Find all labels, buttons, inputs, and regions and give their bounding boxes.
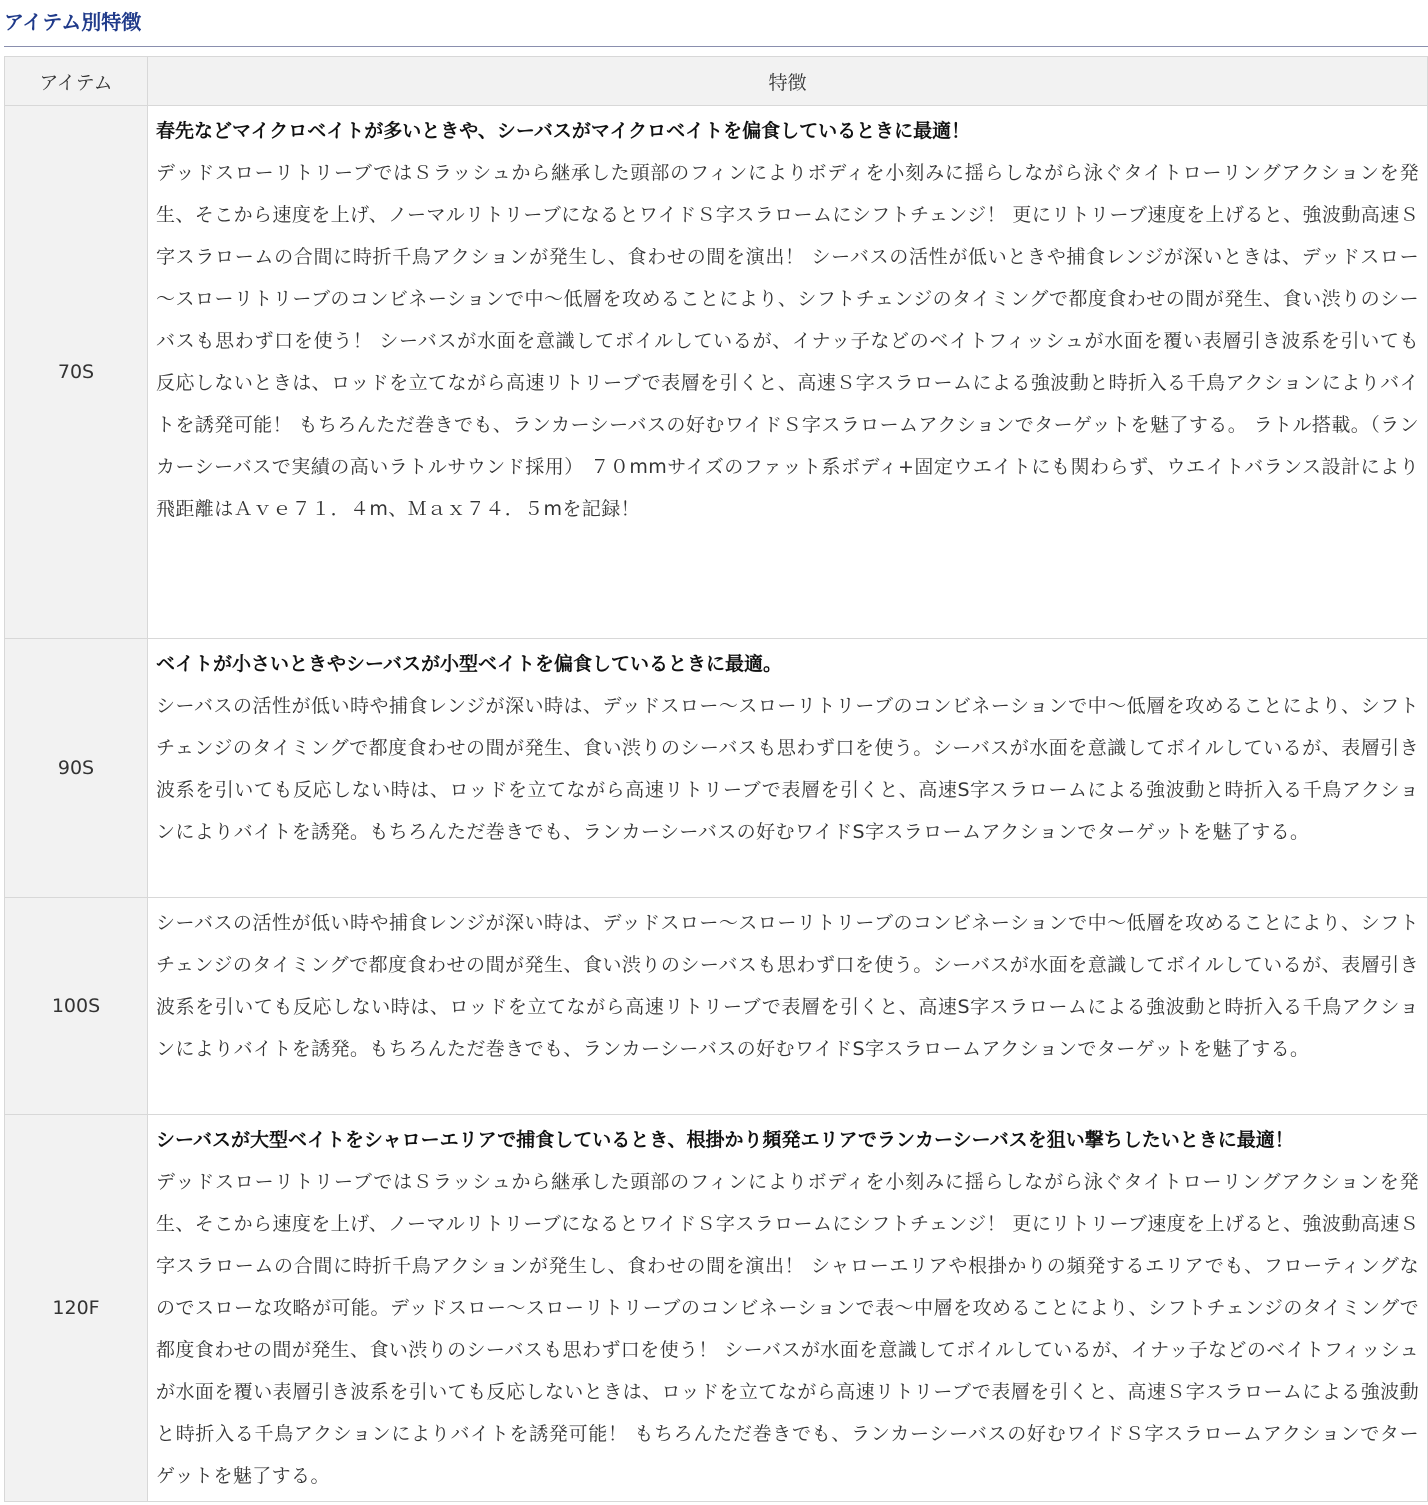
feature-body: シーバスの活性が低い時や捕食レンジが深い時は、デッドスロー～スローリトリーブのコンビネーションで中～低層を攻めることにより、シフトチェンジのタイミングで都度食わせの間が発生、食い渋りのシーバスも思わず口を使う。シーバスが水面を意識してボイルしているが、表層引き波系を引いても反応しない時は、ロッドを立てながら高速リトリーブで表層を引くと、高速S字スラロームによる強波動と時折入る千鳥アクションによりバイトを誘発。もちろんただ巻きでも、ランカーシーバスの好むワイドS字スラロームアクションでターゲットを魅了する。 (156, 695, 1419, 843)
item-cell: 90S (5, 639, 148, 898)
table-row (5, 106, 1428, 639)
feature-lead: 春先などマイクロベイトが多いときや、シーバスがマイクロベイトを偏食しているときに最適！ (156, 120, 971, 142)
title-divider (4, 46, 1428, 47)
feature-lead: ベイトが小さいときやシーバスが小型ベイトを偏食しているときに最適。 (156, 653, 783, 675)
header-item: アイテム (5, 57, 148, 106)
section-title: アイテム別特徴 (4, 10, 142, 34)
item-features-table (4, 56, 1428, 1502)
features-cell (148, 639, 1428, 898)
features-cell (148, 106, 1428, 639)
table-header-row (5, 57, 1428, 106)
feature-body: デッドスローリトリーブではＳラッシュから継承した頭部のフィンによりボディを小刻みに揺らしながら泳ぐタイトローリングアクションを発生、そこから速度を上げ、ノーマルリトリーブになるとワイドＳ字スラロームにシフトチェンジ！ 更にリトリーブ速度を上げると、強波動高速Ｓ字スラロームの合間に時折千鳥アクションが発生し、食わせの間を演出！ シャローエリアや根掛かりの頻発するエリアでも、フローティングなのでスローな攻略が可能。デッドスロー～スローリトリーブのコンビネーションで表～中層を攻めることにより、シフトチェンジのタイミングで都度食わせの間が発生、食い渋りのシーバスも思わず口を使う！ シーバスが水面を意識してボイルしているが、イナッ子などのベイトフィッシュが水面を覆い表層引き波系を引いても反応しないときは、ロッドを立てながら高速リトリーブで表層を引くと、高速Ｓ字スラロームによる強波動と時折入る千鳥アクションによりバイトを誘発可能！ もちろんただ巻きでも、ランカーシーバスの好むワイドＳ字スラロームアクションでターゲットを魅了する。 (156, 1171, 1419, 1487)
item-cell: 120F (5, 1115, 148, 1502)
item-cell: 100S (5, 898, 148, 1115)
features-cell (148, 1115, 1428, 1502)
feature-lead: シーバスが大型ベイトをシャローエリアで捕食しているとき、根掛かり頻発エリアでランカーシーバスを狙い撃ちしたいときに最適！ (156, 1129, 1294, 1151)
features-cell (148, 898, 1428, 1115)
table-row (5, 898, 1428, 1115)
feature-body: デッドスローリトリーブではＳラッシュから継承した頭部のフィンによりボディを小刻みに揺らしながら泳ぐタイトローリングアクションを発生、そこから速度を上げ、ノーマルリトリーブになるとワイドＳ字スラロームにシフトチェンジ！ 更にリトリーブ速度を上げると、強波動高速Ｓ字スラロームの合間に時折千鳥アクションが発生し、食わせの間を演出！ シーバスの活性が低いときや捕食レンジが深いときは、デッドスロー～スローリトリーブのコンビネーションで中～低層を攻めることにより、シフトチェンジのタイミングで都度食わせの間が発生、食い渋りのシーバスも思わず口を使う！ シーバスが水面を意識してボイルしているが、イナッ子などのベイトフィッシュが水面を覆い表層引き波系を引いても反応しないときは、ロッドを立てながら高速リトリーブで表層を引くと、高速Ｓ字スラロームによる強波動と時折入る千鳥アクションによりバイトを誘発可能！ もちろんただ巻きでも、ランカーシーバスの好むワイドＳ字スラロームアクションでターゲットを魅了する。 ラトル搭載。（ランカーシーバスで実績の高いラトルサウンド採用） ７０mmサイズのファット系ボディ+固定ウエイトにも関わらず、ウエイトバランス設計により飛距離はＡｖｅ７１．４m、Ｍａｘ７４．５mを記録！ (156, 162, 1419, 520)
header-features: 特徴 (148, 57, 1428, 106)
table-row (5, 1115, 1428, 1502)
item-cell: 70S (5, 106, 148, 639)
feature-body: シーバスの活性が低い時や捕食レンジが深い時は、デッドスロー～スローリトリーブのコンビネーションで中～低層を攻めることにより、シフトチェンジのタイミングで都度食わせの間が発生、食い渋りのシーバスも思わず口を使う。シーバスが水面を意識してボイルしているが、表層引き波系を引いても反応しない時は、ロッドを立てながら高速リトリーブで表層を引くと、高速S字スラロームによる強波動と時折入る千鳥アクションによりバイトを誘発。もちろんただ巻きでも、ランカーシーバスの好むワイドS字スラロームアクションでターゲットを魅了する。 (156, 912, 1419, 1060)
table-row (5, 639, 1428, 898)
